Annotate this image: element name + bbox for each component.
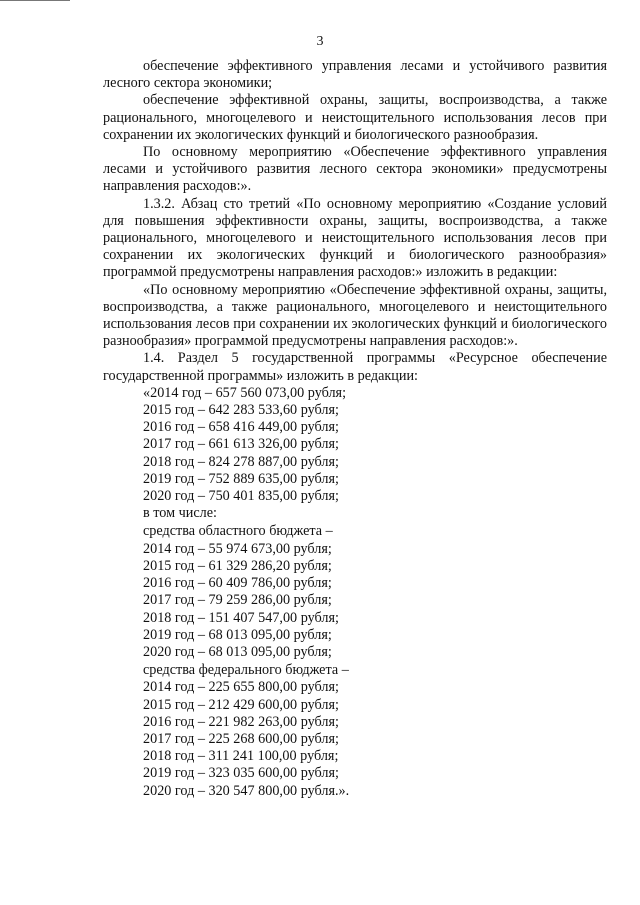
list-item: 2014 год – 225 655 800,00 рубля; xyxy=(143,679,339,696)
list-item: 2017 год – 225 268 600,00 рубля; xyxy=(143,730,339,747)
paragraph-1-3-2: 1.3.2. Абзац сто третий «По основному мероприятию «Создание условий для повышения эффективности охраны, защиты, воспроизводства, а также рационального, многоцелевого и неистощительного использования лесов при сохранении их экологических функций и биологического разнообразия» программой предусмотрены направления расходов:» изложить в редакции: xyxy=(103,195,607,281)
list-item: 2017 год – 79 259 286,00 рубля; xyxy=(143,592,332,609)
regional-budget-list xyxy=(103,523,607,661)
list-item: в том числе: xyxy=(143,505,217,522)
list-item: 2020 год – 750 401 835,00 рубля; xyxy=(143,488,339,505)
list-item: 2015 год – 212 429 600,00 рубля; xyxy=(143,696,339,713)
list-item: 2020 год – 68 013 095,00 рубля; xyxy=(143,643,332,660)
paragraph-main-activity-management: По основному мероприятию «Обеспечение эффективного управления лесами и устойчивого развития лесного сектора экономики» предусмотрены направления расходов:». xyxy=(103,144,607,195)
list-item: 2019 год – 323 035 600,00 рубля; xyxy=(143,765,339,782)
list-item: 2018 год – 311 241 100,00 рубля; xyxy=(143,748,339,765)
list-item: 2014 год – 55 974 673,00 рубля; xyxy=(143,540,332,557)
list-item: 2016 год – 60 409 786,00 рубля; xyxy=(143,575,332,592)
document-body xyxy=(103,58,607,800)
page-number: 3 xyxy=(316,34,324,49)
list-item: 2019 год – 752 889 635,00 рубля; xyxy=(143,470,339,487)
scan-corner-mark xyxy=(0,0,70,1)
list-item: 2018 год – 824 278 887,00 рубля; xyxy=(143,453,339,470)
list-item: 2017 год – 661 613 326,00 рубля; xyxy=(143,436,339,453)
list-item: 2020 год – 320 547 800,00 рубля.». xyxy=(143,782,350,799)
paragraph-main-activity-protection: «По основному мероприятию «Обеспечение эффективной охраны, защиты, воспроизводства, а также рационального, многоцелевого и неистощительного использования лесов при сохранении их экологических функций и биологического разнообразия» программой предусмотрены направления расходов:». xyxy=(103,281,607,350)
federal-budget-list xyxy=(103,662,607,800)
list-item: 2019 год – 68 013 095,00 рубля; xyxy=(143,626,332,643)
paragraph-1-4: 1.4. Раздел 5 государственной программы «Ресурсное обеспечение государственной программы» изложить в редакции: xyxy=(103,350,607,384)
list-item: «2014 год – 657 560 073,00 рубля; xyxy=(143,384,347,401)
paragraph-forest-protection: обеспечение эффективной охраны, защиты, воспроизводства, а также рационального, многоцелевого и неистощительного использования лесов при сохранении их экологических функций и биологического разнообразия. xyxy=(103,92,607,143)
list-item: 2016 год – 221 982 263,00 рубля; xyxy=(143,713,339,730)
totals-list xyxy=(103,385,607,523)
list-item: средства федерального бюджета – xyxy=(143,662,349,679)
list-item: 2015 год – 61 329 286,20 рубля; xyxy=(143,557,332,574)
list-item: 2018 год – 151 407 547,00 рубля; xyxy=(143,609,339,626)
list-item: средства областного бюджета – xyxy=(143,523,333,540)
list-item: 2016 год – 658 416 449,00 рубля; xyxy=(143,419,339,436)
paragraph-forest-management: обеспечение эффективного управления лесами и устойчивого развития лесного сектора экономики; xyxy=(103,58,607,92)
list-item: 2015 год – 642 283 533,60 рубля; xyxy=(143,402,339,419)
